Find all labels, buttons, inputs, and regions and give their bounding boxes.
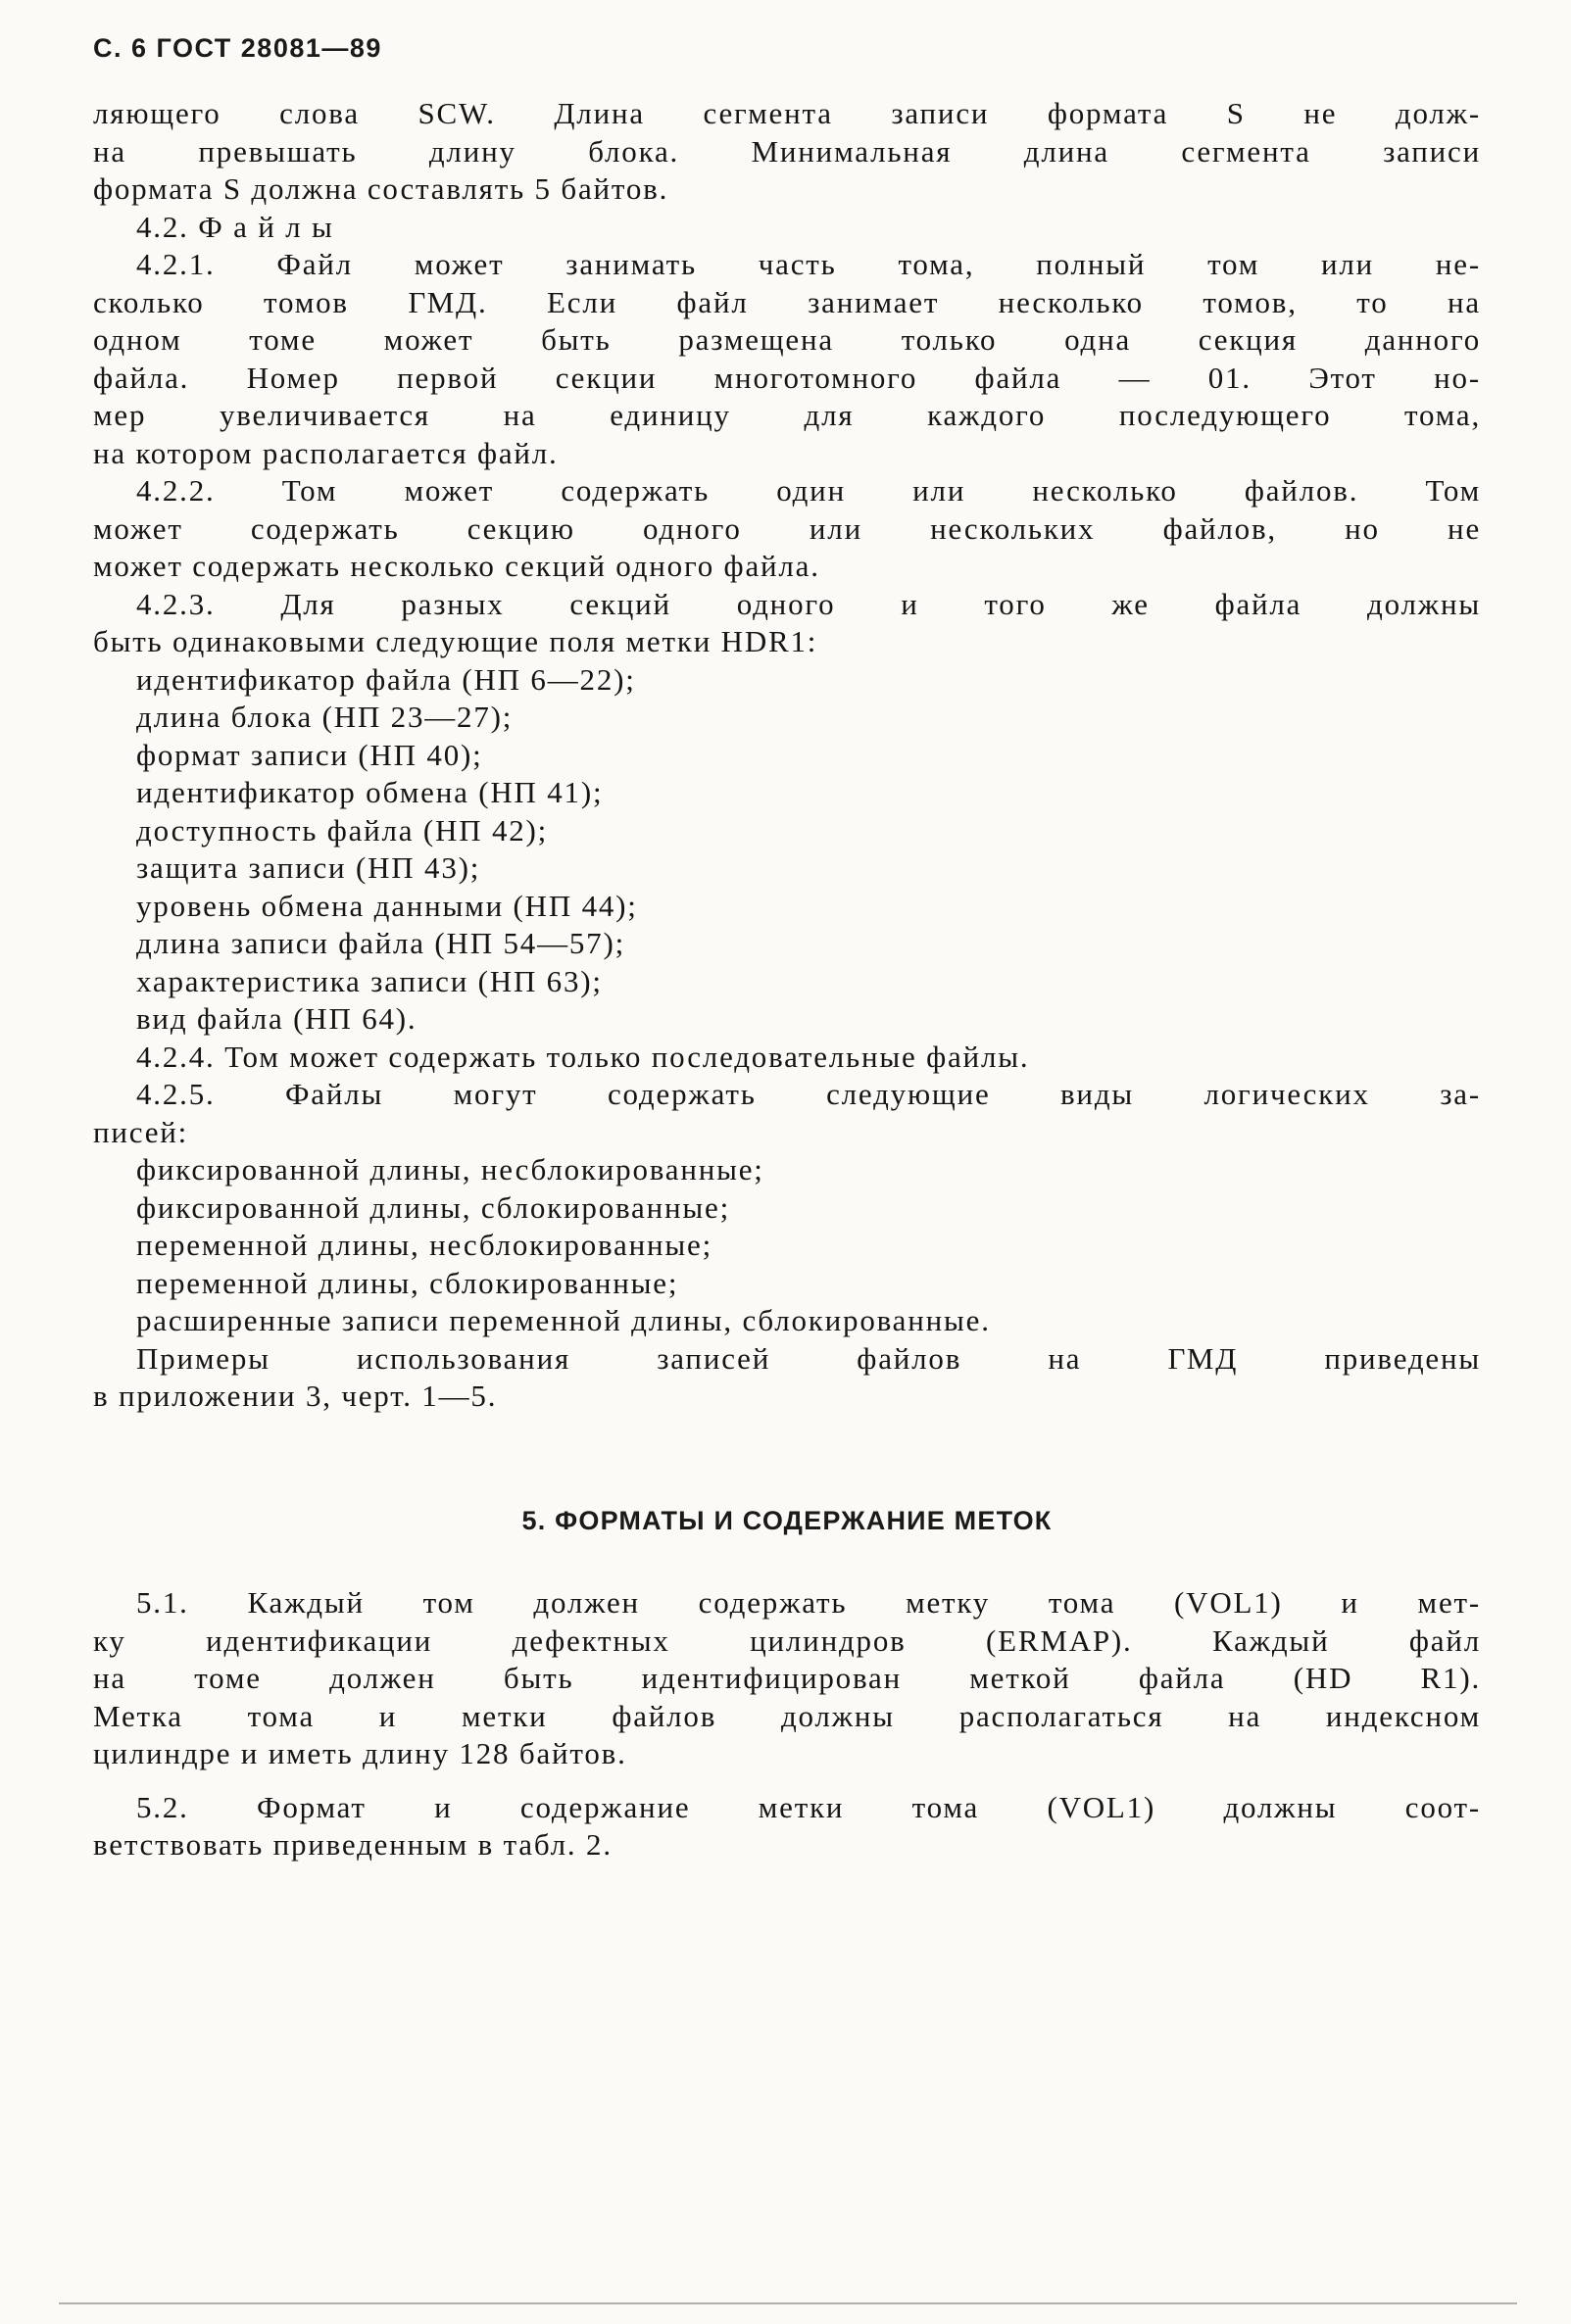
text-line: 4.2. Ф а й л ы (136, 209, 334, 244)
text-line: Примеры использования записей файлов на ГМД приведены (136, 1340, 1481, 1376)
paragraph (93, 586, 1481, 661)
text-line: формата S должна составлять 5 байтов. (93, 171, 669, 206)
text-line: фиксированной длины, несблокированные; (136, 1152, 764, 1186)
paragraph (93, 246, 1481, 472)
page-header: С. 6 ГОСТ 28081—89 (93, 33, 382, 63)
footer-rule (59, 2302, 1517, 2304)
text-line: 5.1. Каждый том должен содержать метку тома (VOL1) и мет- (136, 1585, 1481, 1620)
paragraph (93, 209, 1481, 247)
section-heading: 5. ФОРМАТЫ И СОДЕРЖАНИЕ МЕТОК (521, 1505, 1053, 1535)
text-line: ветствовать приведенным в табл. 2. (93, 1827, 613, 1862)
text-line: длина блока (НП 23—27); (136, 700, 514, 734)
paragraph (93, 1189, 1481, 1228)
text-line: может содержать секцию одного или нескольких файлов, но не (93, 510, 1481, 546)
text-line: на томе должен быть идентифицирован меткой файла (HD R1). (93, 1661, 1481, 1695)
paragraph (93, 963, 1481, 1001)
text-line: расширенные записи переменной длины, сблокированные. (136, 1303, 991, 1337)
text-line: уровень обмена данными (НП 44); (136, 888, 638, 923)
paragraph (93, 1584, 1481, 1773)
text-line: ку идентификации дефектных цилиндров (ERMAP). Каждый файл (93, 1622, 1481, 1658)
paragraph (93, 849, 1481, 888)
text-line: вид файла (НП 64). (136, 1001, 417, 1036)
text-line: 4.2.2. Том может содержать один или несколько файлов. Том (136, 473, 1481, 508)
paragraph (93, 661, 1481, 700)
paragraph (93, 1227, 1481, 1265)
text-line: защита записи (НП 43); (136, 850, 481, 885)
text-line: характеристика записи (НП 63); (136, 963, 603, 998)
document-body (93, 95, 1481, 1864)
text-line: формат записи (НП 40); (136, 737, 483, 772)
text-line: идентификатор обмена (НП 41); (136, 775, 604, 809)
text-line: 5.2. Формат и содержание метки тома (VOL1) должны соот- (136, 1789, 1481, 1824)
text-line: фиксированной длины, сблокированные; (136, 1189, 730, 1225)
text-line: может содержать несколько секций одного файла. (93, 549, 820, 583)
text-line: мер увеличивается на единицу для каждого последующего тома, (93, 398, 1481, 432)
paragraph (93, 1076, 1481, 1151)
paragraph (93, 1151, 1481, 1189)
text-line: 4.2.3. Для разных секций одного и того же файла должны (136, 586, 1481, 621)
text-line: цилиндре и иметь длину 128 байтов. (93, 1736, 627, 1770)
text-line: длина записи файла (НП 54—57); (136, 926, 626, 960)
text-line: на котором располагается файл. (93, 435, 559, 470)
paragraph (93, 1000, 1481, 1039)
text-line: переменной длины, несблокированные; (136, 1228, 713, 1262)
text-line: доступность файла (НП 42); (136, 812, 549, 847)
paragraph (93, 812, 1481, 850)
paragraph (93, 1340, 1481, 1416)
text-line: в приложении 3, черт. 1—5. (93, 1379, 498, 1413)
text-line: 4.2.5. Файлы могут содержать следующие виды логических за- (136, 1077, 1481, 1111)
text-line: 4.2.4. Том может содержать только последовательные файлы. (136, 1039, 1030, 1074)
text-line: писей: (93, 1114, 189, 1149)
paragraph (93, 1789, 1481, 1864)
text-line: Метка тома и метки файлов должны располагаться на индексном (93, 1698, 1481, 1733)
paragraph (93, 925, 1481, 963)
paragraph (93, 1039, 1481, 1077)
text-line: идентификатор файла (НП 6—22); (136, 661, 636, 697)
text-line: одном томе может быть размещена только одна секция данного (93, 322, 1481, 357)
text-line: ляющего слова SCW. Длина сегмента записи формата S не долж- (93, 96, 1481, 130)
paragraph (93, 1265, 1481, 1303)
paragraph (93, 95, 1481, 209)
text-line: 4.2.1. Файл может занимать часть тома, полный том или не- (136, 247, 1481, 281)
text-line: сколько томов ГМД. Если файл занимает несколько томов, то на (93, 284, 1481, 319)
paragraph (93, 888, 1481, 926)
paragraph (93, 774, 1481, 812)
text-line: быть одинаковыми следующие поля метки HDR1: (93, 624, 818, 658)
text-line: на превышать длину блока. Минимальная длина сегмента записи (93, 133, 1481, 169)
text-line: переменной длины, сблокированные; (136, 1265, 679, 1300)
paragraph (93, 737, 1481, 775)
paragraph (93, 699, 1481, 737)
paragraph (93, 1302, 1481, 1340)
text-line: файла. Номер первой секции многотомного файла — 01. Этот но- (93, 360, 1481, 395)
paragraph (93, 472, 1481, 586)
